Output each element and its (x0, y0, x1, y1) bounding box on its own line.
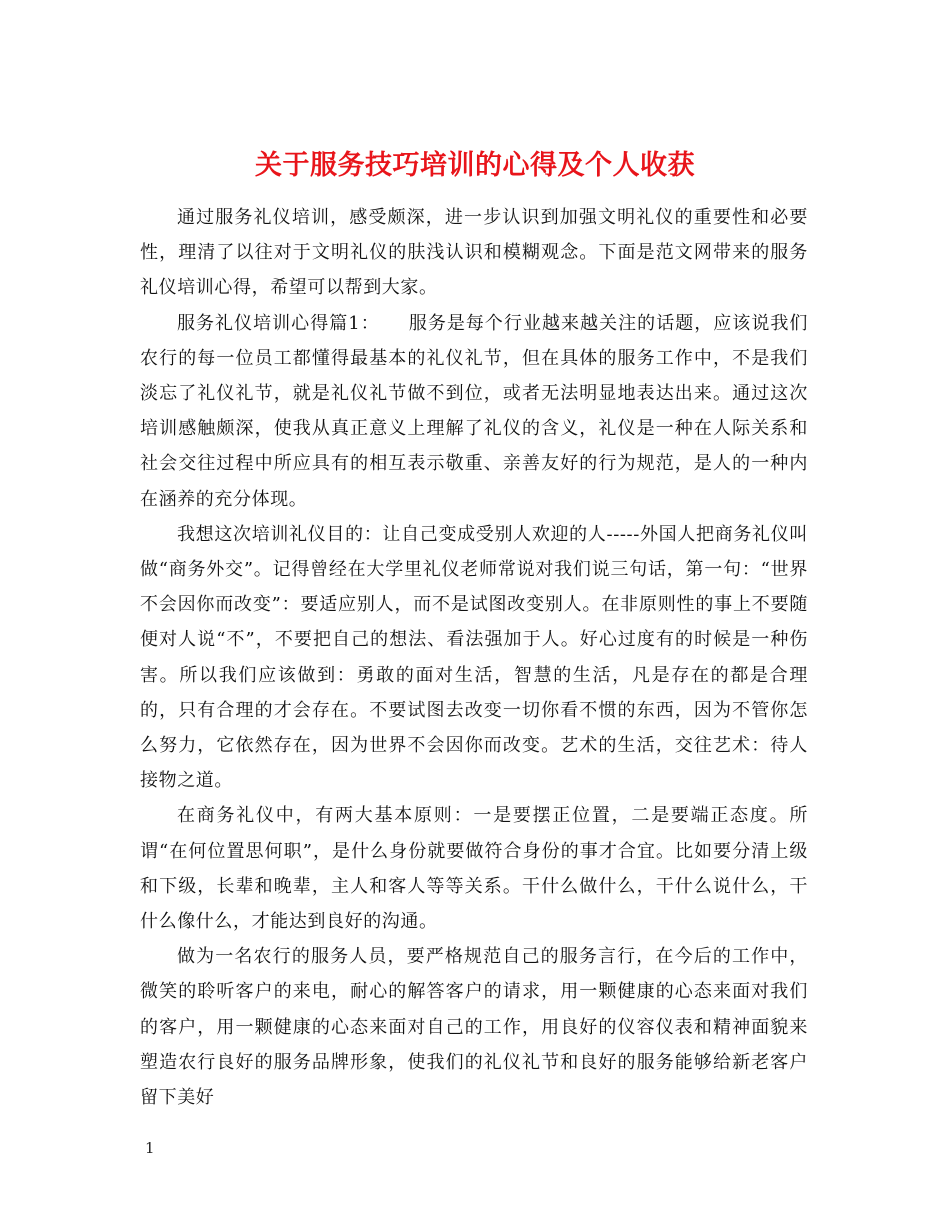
paragraph-training-purpose: 我想这次培训礼仪目的：让自己变成受别人欢迎的人-----外国人把商务礼仪叫做“商务外交”。记得曾经在大学里礼仪老师常说对我们说三句话，第一句：“世界不会因你而改变”：要适应别人，而不是试图改变别人。在非原则性的事上不要随便对人说“不”，不要把自己的想法、看法强加于人。好心过度有的时候是一种伤害。所以我们应该做到：勇敢的面对生活，智慧的生活，凡是存在的都是合理的，只有合理的才会存在。不要试图去改变一切你看不惯的东西，因为不管你怎么努力，它依然存在，因为世界不会因你而改变。艺术的生活，交往艺术：待人接物之道。 (140, 523, 808, 792)
page-number: 1 (145, 1139, 155, 1157)
paragraph-section-1: 服务礼仪培训心得篇1： 服务是每个行业越来越关注的话题，应该说我们农行的每一位员工都懂得最基本的礼仪礼节，但在具体的服务工作中，不是我们淡忘了礼仪礼节，就是礼仪礼节做不到位，或者无法明显地表达出来。通过这次培训感触颇深，使我从真正意义上理解了礼仪的含义，礼仪是一种在人际关系和社会交往过程中所应具有的相互表示敬重、亲善友好的行为规范，是人的一种内在涵养的充分体现。 (140, 312, 808, 510)
document-body (140, 200, 808, 1115)
document-title: 关于服务技巧培训的心得及个人收获 (255, 150, 695, 182)
paragraph-intro: 通过服务礼仪培训，感受颇深，进一步认识到加强文明礼仪的重要性和必要性，理清了以往对于文明礼仪的肤浅认识和模糊观念。下面是范文网带来的服务礼仪培训心得，希望可以帮到大家。 (140, 207, 808, 299)
paragraph-business-principles: 在商务礼仪中，有两大基本原则：一是要摆正位置，二是要端正态度。所谓“在何位置思何职”，是什么身份就要做符合身份的事才合宜。比如要分清上级和下级，长辈和晚辈，主人和客人等等关系。干什么做什么，干什么说什么，干什么像什么，才能达到良好的沟通。 (140, 805, 808, 933)
paragraph-service-commitment: 做为一名农行的服务人员，要严格规范自己的服务言行，在今后的工作中，微笑的聆听客户的来电，耐心的解答客户的请求，用一颗健康的心态来面对我们的客户，用一颗健康的心态来面对自己的工作，用良好的仪容仪表和精神面貌来塑造农行良好的服务品牌形象，使我们的礼仪礼节和良好的服务能够给新老客户留下美好 (140, 946, 808, 1109)
